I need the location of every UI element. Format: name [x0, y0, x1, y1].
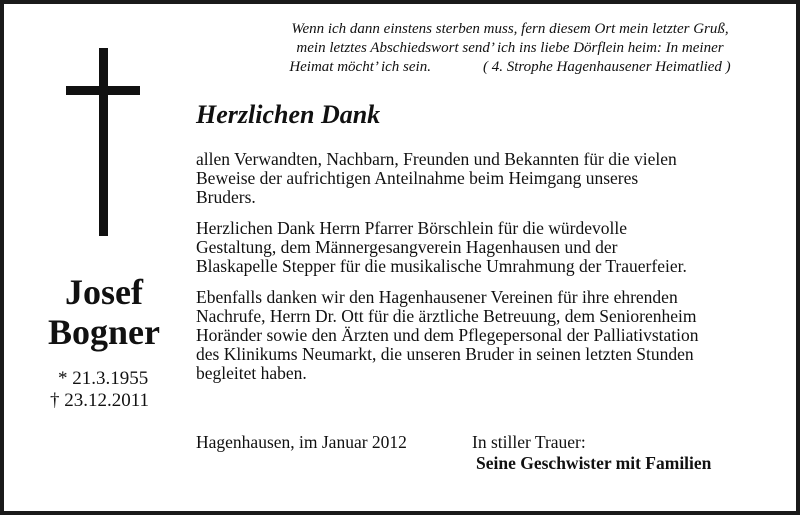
text-line: des Klinikums Neumarkt, die unseren Bruder in seinen letzten Stunden [196, 344, 694, 364]
first-name: Josef [65, 272, 143, 312]
paragraph [196, 150, 786, 207]
mourners-block [472, 432, 711, 474]
poem-quote [240, 20, 780, 77]
life-dates [50, 368, 170, 412]
birth-date: * 21.3.1955 [58, 368, 149, 389]
death-date: † 23.12.2011 [50, 390, 150, 411]
poem-line: Wenn ich dann einstens sterben muss, fern diesem Ort mein letzter Gruß, [291, 21, 729, 37]
heading-thanks: Herzlichen Dank [196, 100, 381, 129]
paragraph [196, 288, 786, 383]
place-and-date: Hagenhausen, im Januar 2012 [196, 432, 407, 452]
text-line: Nachrufe, Herrn Dr. Ott für die ärztliche Betreuung, dem Seniorenheim [196, 306, 697, 326]
mourning-label: In stiller Trauer: [472, 432, 586, 452]
paragraph [196, 219, 786, 276]
text-line: Herzlichen Dank Herrn Pfarrer Börschlein für die würdevolle [196, 218, 628, 238]
last-name: Bogner [48, 312, 160, 352]
text-line: Horänder sowie den Ärzten und dem Pflegepersonal der Palliativstation [196, 325, 699, 345]
cross-vertical-bar [99, 48, 108, 236]
poem-last-line: Heimat möcht’ ich sein. [289, 59, 431, 75]
thanks-body [196, 150, 786, 395]
poem-line [240, 58, 780, 77]
cross-icon [66, 48, 140, 236]
text-line: Ebenfalls danken wir den Hagenhausener Vereinen für ihre ehrenden [196, 287, 678, 307]
deceased-name [34, 272, 174, 352]
poem-source: ( 4. Strophe Hagenhausener Heimatlied ) [482, 59, 731, 75]
text-line: begleitet haben. [196, 363, 307, 383]
text-line: Gestaltung, dem Männergesangverein Hagenhausen und der [196, 237, 618, 257]
text-line: Bruders. [196, 187, 256, 207]
poem-line: mein letztes Abschiedswort send’ ich ins liebe Dörflein heim: In meiner [296, 40, 724, 56]
text-line: allen Verwandten, Nachbarn, Freunden und Bekannten für die vielen [196, 149, 677, 169]
cross-horizontal-bar [66, 86, 140, 95]
signature: Seine Geschwister mit Familien [476, 453, 712, 473]
text-line: Blaskapelle Stepper für die musikalische Umrahmung der Trauerfeier. [196, 256, 687, 276]
text-line: Beweise der aufrichtigen Anteilnahme beim Heimgang unseres [196, 168, 639, 188]
